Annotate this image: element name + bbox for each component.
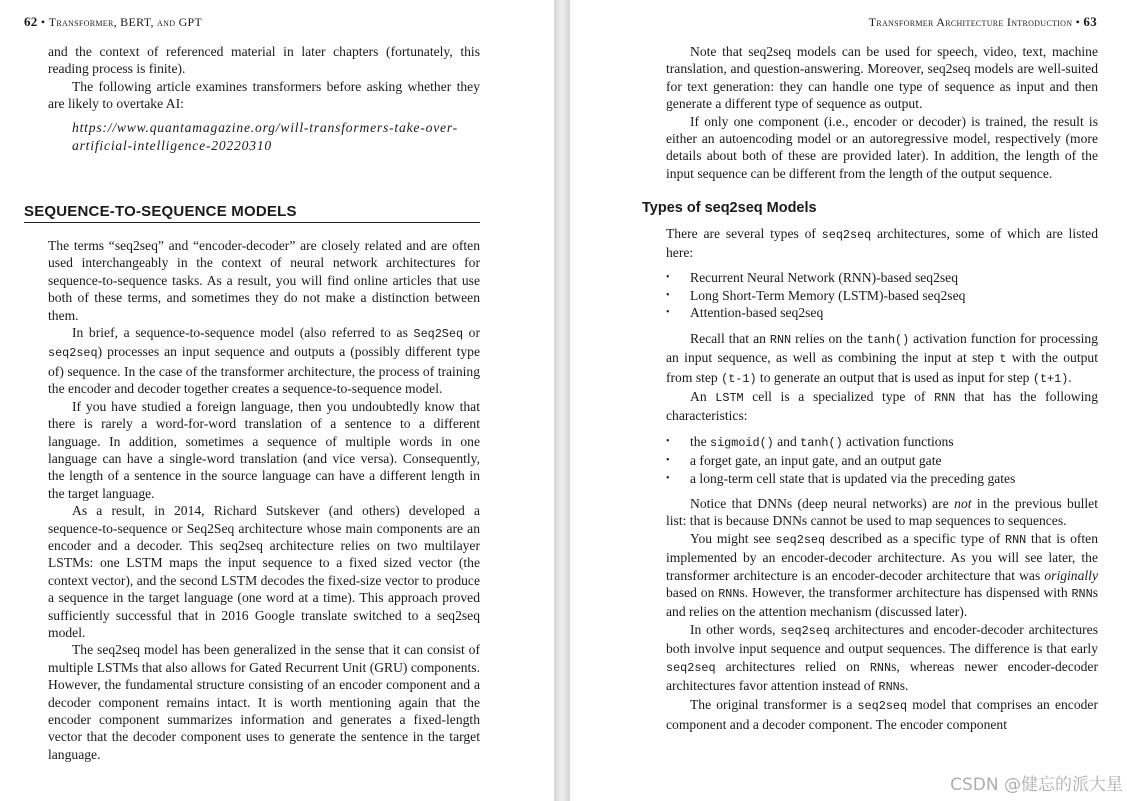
left-paragraph-5: If you have studied a foreign language, then you undoubtedly know that there is rarely a word-for-word translation of a sentence to a different language. In addition, sometimes a sequence of multiple words in one language can have a single-word translation (and vice versa). Consequently, the length of a sentence in the source language can have a different length in the target language. <box>48 398 480 501</box>
right-paragraph-6: Notice that DNNs (deep neural networks) are not in the previous bullet list: that is because DNNs cannot be used to map sequences to sequences. <box>666 495 1098 529</box>
right-paragraph-8: In other words, seq2seq architectures and encoder-decoder architectures both involve input sequence and output sequences. The difference is that early seq2seq architectures relied on RNNs, whereas newer encoder-decoder architectures favor attention instead of RNNs. <box>666 621 1099 694</box>
subsection-heading: Types of seq2seq Models <box>642 200 817 217</box>
list-item: • a long-term cell state that is updated via the preceding gates <box>666 470 1098 487</box>
left-running-title: Transformer, BERT, and GPT <box>48 15 203 29</box>
lstm-characteristics-list <box>666 433 1098 487</box>
right-column <box>642 43 1099 733</box>
right-paragraph-3: There are several types of seq2seq architectures, some of which are listed here: <box>666 225 1098 261</box>
left-paragraph-7: The seq2seq model has been generalized in the sense that it can consist of multiple LSTMs that also allows for Gated Recurrent Unit (GRU) components. However, the fundamental structure consisting of an encoder component and a decoder component remains intact. It is worth mentioning again that the encoder component summarizes information and generates a fixed-length vector that the decoder component uses to generate the sentence in the target language. <box>48 642 480 762</box>
left-paragraph-4: In brief, a sequence-to-sequence model (also referred to as Seq2Seq or seq2seq) processes an input sequence and outputs a (possibly different type of) sequence. In the case of the transformer architecture, the process of training the encoder and decoder together creates a sequence-to-sequence model. <box>48 325 480 397</box>
right-paragraph-4: Recall that an RNN relies on the tanh() activation function for processing an input sequence, as well as combining the input at step t with the output from step (t-1) to generate an output that is used as input for step (t+1). <box>666 330 1098 386</box>
left-column <box>24 43 480 763</box>
right-running-head: Transformer Architecture Introduction • 63 <box>868 14 1097 29</box>
right-page <box>570 0 1127 801</box>
right-paragraph-5: An LSTM cell is a specialized type of RNN that has the following characteristics: <box>666 388 1098 424</box>
section-heading: SEQUENCE-TO-SEQUENCE MODELS <box>24 203 480 223</box>
right-paragraph-7: You might see seq2seq described as a specific type of RNN that is often implemented by an encoder-decoder architecture. As you will see later, the transformer architecture is an encoder-decoder architecture that was originally based on RNNs. However, the transformer architecture has dispensed with RNNs and relies on the attention mechanism (discussed later). <box>666 530 1099 620</box>
right-paragraph-2: If only one component (i.e., encoder or decoder) is trained, the result is either an autoencoding model or an autoregressive model, respectively (more details about both of these are provided later). In addition, the length of the input sequence can be different from the length of the output sequence. <box>666 113 1098 181</box>
list-item: • Attention-based seq2seq <box>666 304 1098 321</box>
list-item: • Recurrent Neural Network (RNN)-based seq2seq <box>666 269 1098 286</box>
article-url[interactable]: https://www.quantamagazine.org/will-transformers-take-over-artificial-intelligence-20220310 <box>72 119 459 153</box>
left-paragraph-2: The following article examines transformers before asking whether they are likely to overtake AI: <box>48 78 480 112</box>
left-paragraph-3: The terms “seq2seq” and “encoder-decoder” are closely related and are often used interchangeably in the context of neural network architectures for sequence-to-sequence tasks. As a result, you will find online articles that use both of these terms, and sometimes they do not make a distinction between them. <box>48 238 480 323</box>
right-page-number: 63 <box>1083 14 1097 29</box>
list-item: • Long Short-Term Memory (LSTM)-based seq2seq <box>666 287 1098 304</box>
book-gutter <box>554 0 570 801</box>
csdn-watermark: CSDN @健忘的派大星 <box>950 775 1123 795</box>
left-paragraph-1: and the context of referenced material in later chapters (fortunately, this reading process is finite). <box>48 44 480 77</box>
left-page-number: 62 <box>24 14 38 29</box>
right-running-title: Transformer Architecture Introduction <box>868 15 1073 29</box>
seq2seq-types-list <box>666 269 1098 321</box>
list-item: • the sigmoid() and tanh() activation functions <box>666 433 1098 452</box>
left-paragraph-6: As a result, in 2014, Richard Sutskever (and others) developed a sequence-to-sequence or Seq2Seq architecture whose main components are an encoder and a decoder. This seq2seq architecture relies on two multilayer LSTMs: one LSTM maps the input sequence to a fixed sized vector (the context vector), and the second LSTM decodes the fixed-size vector to produce a sequence in the target language (one word at a time). This approach proved sufficiently successful that in 2016 Google translate switched to a seq2seq model. <box>48 503 480 640</box>
left-running-head: 62 • Transformer, BERT, and GPT <box>24 14 203 29</box>
list-item: • a forget gate, an input gate, and an output gate <box>666 452 1098 469</box>
right-paragraph-1: Note that seq2seq models can be used for speech, video, text, machine translation, and question-answering. Moreover, seq2seq models are well-suited for text generation: they can handle one type of sequence as input and then generate a different type of sequence as output. <box>666 44 1098 112</box>
left-page <box>0 0 554 801</box>
right-paragraph-9: The original transformer is a seq2seq model that comprises an encoder component and a decoder component. The encoder component <box>666 697 1098 732</box>
